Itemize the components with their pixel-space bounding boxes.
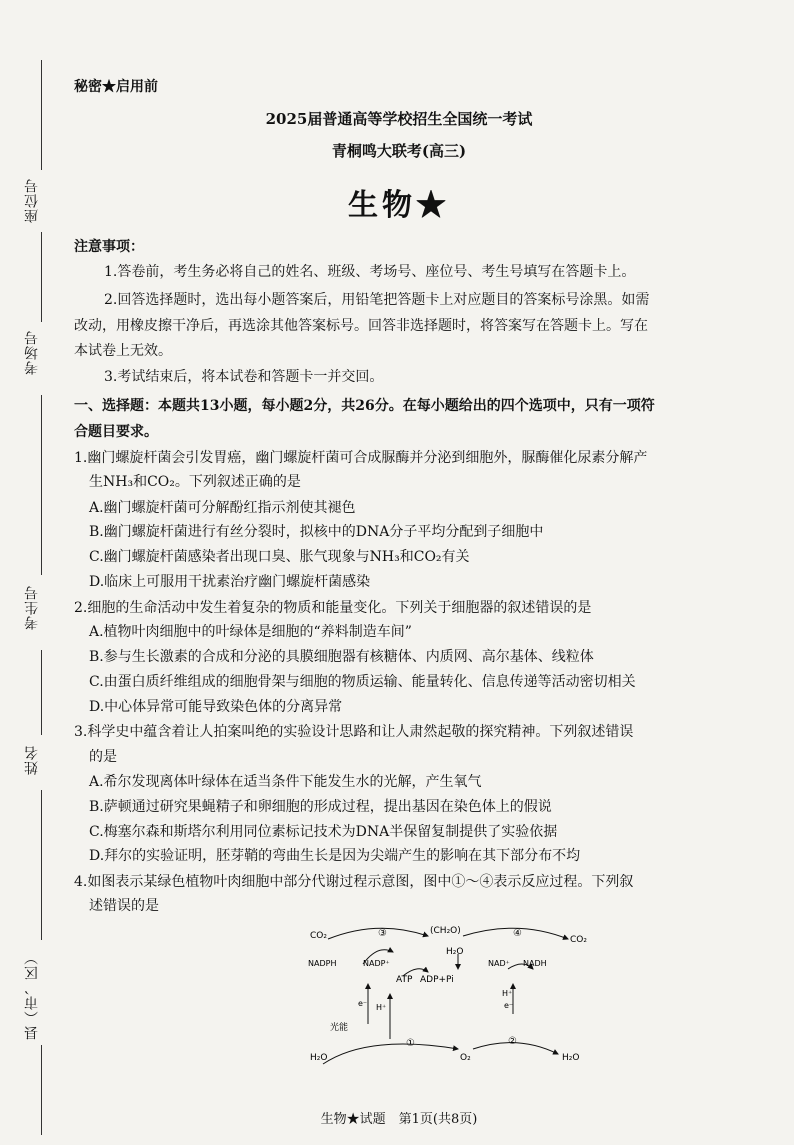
- h2o-right-label: H₂O: [562, 1053, 580, 1063]
- binding-line: [41, 395, 42, 575]
- section-heading-cont: 合题目要求。: [74, 424, 158, 440]
- section-heading: 一、选择题：本题共13小题，每小题2分，共26分。在每小题给出的四个选项中，只有一项符: [74, 398, 655, 414]
- h2o-left-label: H₂O: [310, 1053, 328, 1063]
- co2-left-label: CO₂: [310, 931, 327, 941]
- question-stem: 的是: [89, 749, 117, 765]
- exam-room-label: 考场号: [24, 330, 40, 375]
- nadh-label: NADH: [523, 959, 547, 968]
- option: A.幽门螺旋杆菌可分解酚红指示剂使其褪色: [89, 500, 356, 516]
- note-line: 1.答卷前，考生务必将自己的姓名、班级、考场号、座位号、考生号填写在答题卡上。: [104, 264, 636, 280]
- step1-label: ①: [406, 1038, 415, 1049]
- exam-page: [74, 0, 774, 1145]
- option: C.幽门螺旋杆菌感染者出现口臭、胀气现象与NH₃和CO₂有关: [89, 549, 470, 565]
- adp-pi-label: ADP+Pi: [420, 975, 454, 985]
- metabolism-diagram: [308, 924, 608, 1074]
- option: B.幽门螺旋杆菌进行有丝分裂时，拟核中的DNA分子平均分配到子细胞中: [89, 524, 544, 540]
- binding-margin: [0, 0, 60, 1145]
- confidential-mark: 秘密★启用前: [74, 79, 158, 95]
- co2-right-label: CO₂: [570, 935, 587, 945]
- question-stem: 3.科学史中蕴含着让人拍案叫绝的实验设计思路和让人肃然起敬的探究精神。下列叙述错误: [74, 724, 634, 740]
- option: D.临床上可服用干扰素治疗幽门螺旋杆菌感染: [89, 574, 371, 590]
- name-label: 姓名: [24, 745, 40, 775]
- step4-label: ④: [513, 928, 522, 939]
- notes-heading: 注意事项：: [74, 239, 144, 255]
- light-energy-label: 光能: [330, 1023, 349, 1033]
- note-line: 本试卷上无效。: [74, 343, 172, 359]
- electron-right-label: e⁻: [504, 1001, 514, 1010]
- h2o-top-label: H₂O: [446, 947, 464, 957]
- option: A.希尔发现离体叶绿体在适当条件下能发生水的光解，产生氧气: [89, 774, 482, 790]
- note-line: 3.考试结束后，将本试卷和答题卡一并交回。: [104, 369, 384, 385]
- question-stem: 1.幽门螺旋杆菌会引发胃癌，幽门螺旋杆菌可合成脲酶并分泌到细胞外，脲酶催化尿素分解产: [74, 450, 648, 466]
- option: A.植物叶肉细胞中的叶绿体是细胞的“养料制造车间”: [89, 624, 412, 640]
- nad-label: NAD⁺: [488, 959, 510, 968]
- proton-right-label: H⁺: [502, 989, 513, 998]
- nadp-label: NADP⁺: [363, 959, 390, 968]
- step2-label: ②: [508, 1036, 517, 1047]
- exam-subtitle: 青桐鸣大联考(高三): [331, 142, 467, 160]
- step3-label: ③: [378, 928, 387, 939]
- proton-left-label: H⁺: [376, 1003, 387, 1012]
- option: C.梅塞尔森和斯塔尔利用同位素标记技术为DNA半保留复制提供了实验依据: [89, 824, 558, 840]
- binding-line: [41, 60, 42, 170]
- binding-line: [41, 790, 42, 940]
- electron-left-label: e⁻: [358, 999, 368, 1008]
- option: D.中心体异常可能导致染色体的分离异常: [89, 699, 343, 715]
- question-stem: 生NH₃和CO₂。下列叙述正确的是: [89, 474, 301, 490]
- ch2o-label: (CH₂O): [430, 926, 461, 936]
- option: C.由蛋白质纤维组成的细胞骨架与细胞的物质运输、能量转化、信息传递等活动密切相关: [89, 674, 636, 690]
- exam-title: 2025届普通高等学校招生全国统一考试: [265, 110, 533, 128]
- note-line: 2.回答选择题时，选出每小题答案后，用铅笔把答题卡上对应题目的答案标号涂黑。如需: [104, 292, 650, 308]
- question-stem: 2.细胞的生命活动中发生着复杂的物质和能量变化。下列关于细胞器的叙述错误的是: [74, 600, 592, 616]
- subject-title: 生物★: [348, 188, 450, 223]
- option: B.参与生长激素的合成和分泌的具膜细胞器有核糖体、内质网、高尔基体、线粒体: [89, 649, 594, 665]
- binding-line: [41, 232, 42, 322]
- option: B.萨顿通过研究果蝇精子和卵细胞的形成过程，提出基因在染色体上的假说: [89, 799, 552, 815]
- atp-label: ATP: [396, 975, 413, 985]
- nadph-label: NADPH: [308, 959, 337, 968]
- county-label: 县（市、区）: [24, 950, 40, 1040]
- page-footer: 生物★试题 第1页(共8页): [320, 1112, 478, 1127]
- seat-number-label: 座位号: [24, 178, 40, 223]
- question-stem: 4.如图表示某绿色植物叶肉细胞中部分代谢过程示意图，图中①～④表示反应过程。下列叙: [74, 874, 634, 890]
- option: D.拜尔的实验证明，胚芽鞘的弯曲生长是因为尖端产生的影响在其下部分布不均: [89, 848, 581, 864]
- binding-line: [41, 650, 42, 735]
- o2-label: O₂: [460, 1053, 471, 1063]
- question-stem: 述错误的是: [89, 898, 159, 914]
- binding-line: [41, 1045, 42, 1135]
- note-line: 改动，用橡皮擦干净后，再选涂其他答案标号。回答非选择题时，将答案写在答题卡上。写在: [74, 318, 648, 334]
- candidate-number-label: 考生号: [24, 585, 40, 630]
